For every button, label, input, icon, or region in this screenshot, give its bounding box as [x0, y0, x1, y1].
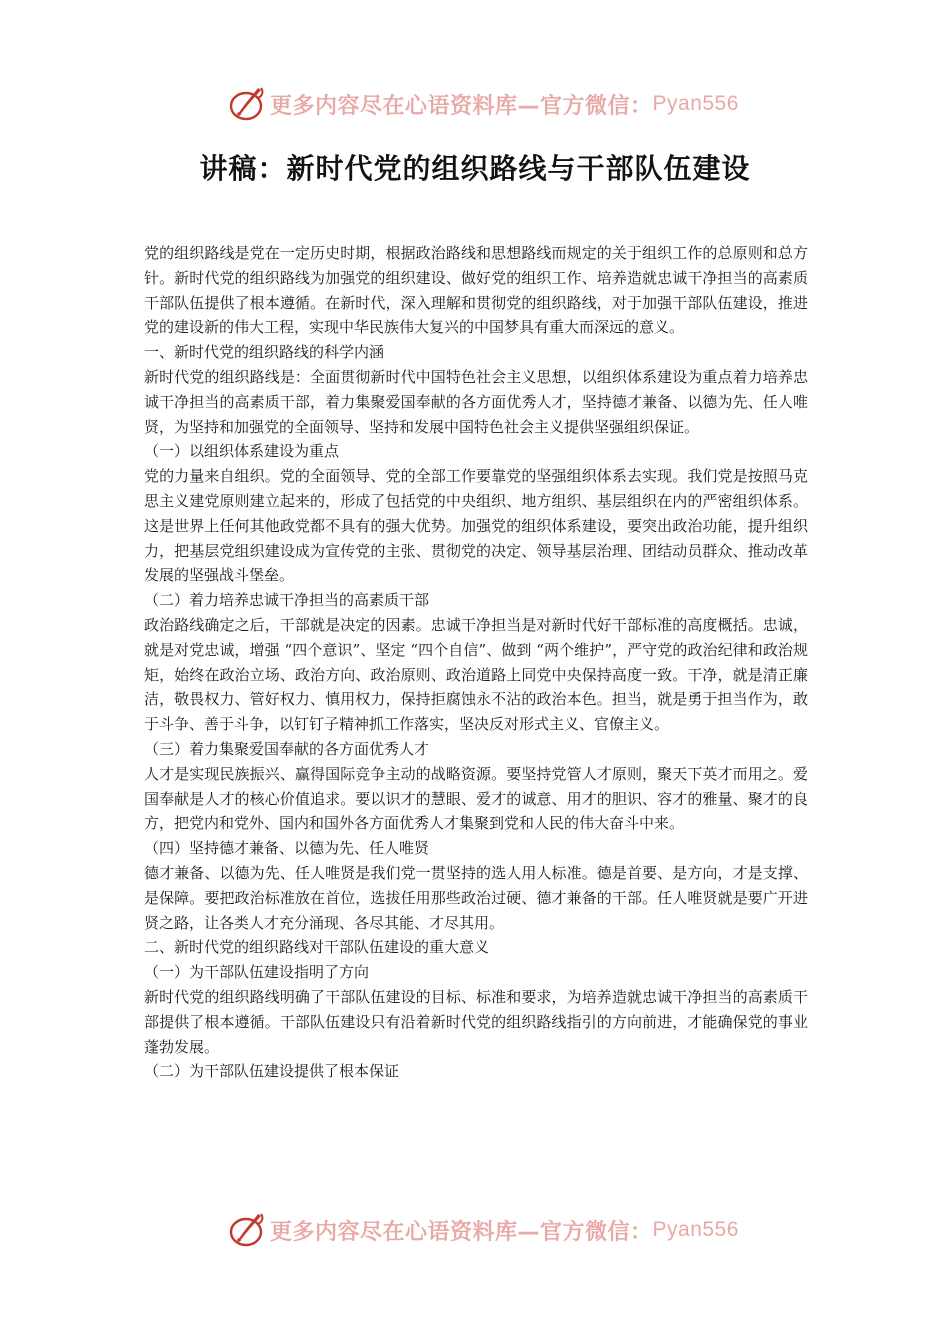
subsection-heading: （二）为干部队伍建设提供了根本保证 [144, 1062, 400, 1081]
banner-content [228, 82, 739, 126]
header-banner [0, 82, 950, 126]
paragraph: 人才是实现民族振兴、赢得国际竞争主动的战略资源。要坚持党管人才原则，聚天下英才而用之。爱国奉献是人才的核心价值追求。要以识才的慧眼、爱才的诚意、用才的胆识、容才的雅量、聚才的良方，把党内和党外、国内和国外各方面优秀人才集聚到党和人民的伟大奋斗中来。 [144, 764, 808, 833]
wechat-id: Pyan556 [652, 92, 739, 115]
subsection-heading: （四）坚持德才兼备、以德为先、任人唯贤 [144, 839, 430, 858]
paragraph: 德才兼备、以德为先、任人唯贤是我们党一贯坚持的选人用人标准。德是首要、是方向，才是支撑、是保障。要把政治标准放在首位，选拔任用那些政治过硬、德才兼备的干部。任人唯贤就是要广开进贤之路，让各类人才充分涌现、各尽其能、才尽其用。 [144, 863, 808, 932]
footer-banner [0, 1208, 950, 1252]
section-heading-1: 一、新时代党的组织路线的科学内涵 [144, 343, 385, 362]
banner-text: 更多内容尽在心语资料库—官方微信： [270, 1219, 653, 1245]
paragraph-intro: 党的组织路线是党在一定历史时期，根据政治路线和思想路线而规定的关于组织工作的总原则和总方针。新时代党的组织路线为加强党的组织建设、做好党的组织工作、培养造就忠诚干净担当的高素质干部队伍提供了根本遵循。在新时代，深入理解和贯彻党的组织路线，对于加强干部队伍建设，推进党的建设新的伟大工程，实现中华民族伟大复兴的中国梦具有重大而深远的意义。 [144, 244, 808, 337]
quill-logo-icon [228, 84, 268, 124]
paragraph: 党的力量来自组织。党的全面领导、党的全部工作要靠党的坚强组织体系去实现。我们党是按照马克思主义建党原则建立起来的，形成了包括党的中央组织、地方组织、基层组织在内的严密组织体系。这是世界上任何其他政党都不具有的强大优势。加强党的组织体系建设，要突出政治功能，提升组织力，把基层党组织建设成为宣传党的主张、贯彻党的决定、领导基层治理、团结动员群众、推动改革发展的坚强战斗堡垒。 [144, 467, 808, 585]
subsection-heading: （一）为干部队伍建设指明了方向 [144, 963, 370, 982]
paragraph: 新时代党的组织路线明确了干部队伍建设的目标、标准和要求，为培养造就忠诚干净担当的高素质干部提供了根本遵循。干部队伍建设只有沿着新时代党的组织路线指引的方向前进，才能确保党的事业蓬勃发展。 [144, 987, 808, 1056]
subsection-heading: （二）着力培养忠诚干净担当的高素质干部 [144, 591, 430, 610]
banner-text: 更多内容尽在心语资料库—官方微信： [270, 93, 653, 119]
section-heading-2: 二、新时代党的组织路线对干部队伍建设的重大意义 [144, 938, 490, 957]
quill-logo-icon [228, 1210, 268, 1250]
document-body [144, 241, 808, 1084]
page-title: 讲稿：新时代党的组织路线与干部队伍建设 [199, 152, 751, 185]
wechat-id: Pyan556 [652, 1218, 739, 1241]
paragraph: 新时代党的组织路线是：全面贯彻新时代中国特色社会主义思想，以组织体系建设为重点着力培养忠诚干净担当的高素质干部，着力集聚爱国奉献的各方面优秀人才，坚持德才兼备、以德为先、任人唯贤，为坚持和加强党的全面领导、坚持和发展中国特色社会主义提供坚强组织保证。 [144, 367, 808, 436]
paragraph: 政治路线确定之后，干部就是决定的因素。忠诚干净担当是对新时代好干部标准的高度概括。忠诚，就是对党忠诚，增强 “四个意识”、坚定 “四个自信”、做到 “两个维护”，严守党的政治纪律和政治规矩，始终在政治立场、政治方向、政治原则、政治道路上同党中央保持高度一致。干净，就是清正廉洁，敬畏权力、管好权力、慎用权力，保持拒腐蚀永不沾的政治本色。担当，就是勇于担当作为，敢于斗争、善于斗争，以钉钉子精神抓工作落实，坚决反对形式主义、官僚主义。 [144, 615, 808, 734]
subsection-heading: （三）着力集聚爱国奉献的各方面优秀人才 [144, 739, 430, 758]
subsection-heading: （一）以组织体系建设为重点 [144, 442, 340, 461]
banner-content [228, 1208, 739, 1252]
